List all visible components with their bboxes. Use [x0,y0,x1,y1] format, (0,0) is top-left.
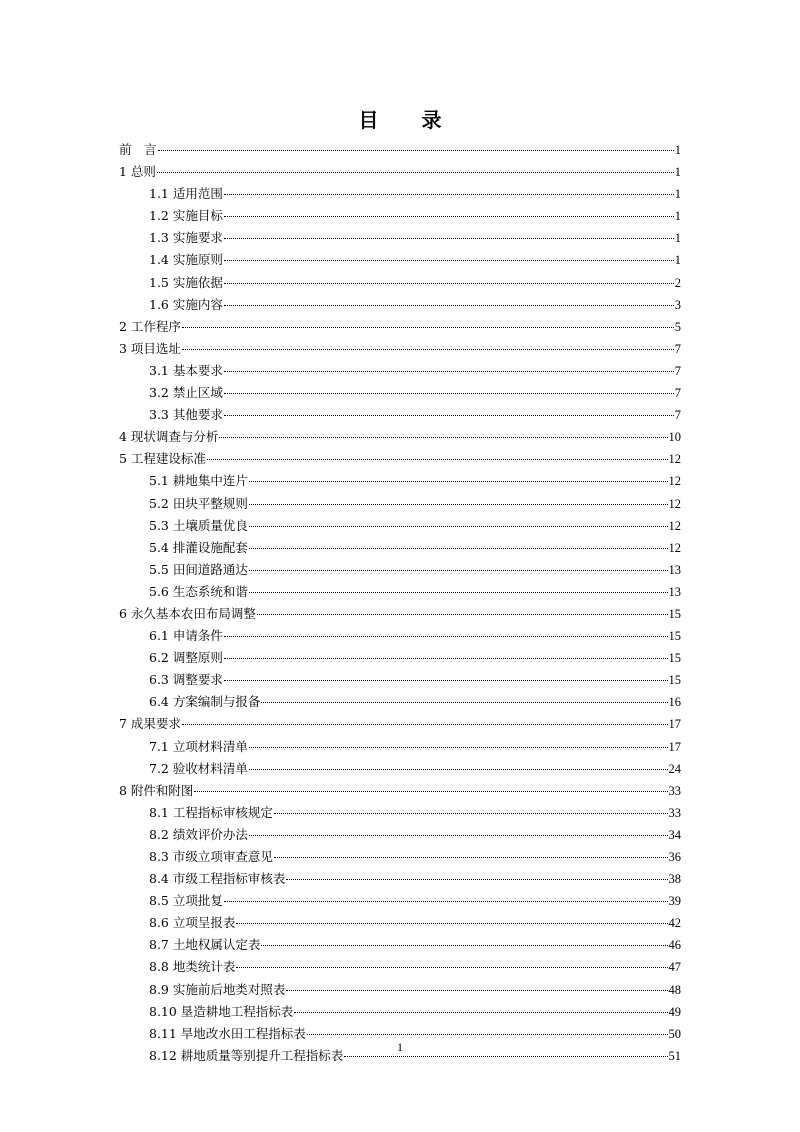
toc-entry-label: 8.12 耕地质量等别提升工程指标表 [149,1047,344,1063]
toc-entry[interactable] [119,891,681,913]
page-number: 1 [397,1040,403,1054]
toc-entry[interactable] [119,427,681,449]
toc-entry-label: 6.4 方案编制与报备 [149,694,261,710]
toc-dot-leader [257,614,668,615]
toc-entry[interactable] [119,1002,681,1024]
toc-dot-leader [249,570,668,571]
toc-entry-page: 13 [668,562,681,577]
toc-entry[interactable] [119,626,681,648]
toc-entry-label: 1.4 实施原则 [149,252,223,268]
toc-dot-leader [236,923,667,924]
toc-entry-page: 51 [668,1048,681,1063]
toc-entry[interactable] [119,339,681,361]
toc-entry-page: 5 [674,319,681,334]
toc-dot-leader [286,879,667,880]
toc-entry-page: 1 [674,165,681,180]
toc-entry[interactable] [119,538,681,560]
toc-entry[interactable] [119,582,681,604]
toc-entry[interactable] [119,449,681,471]
toc-entry-page: 7 [674,341,681,356]
toc-dot-leader [307,1034,668,1035]
toc-entry[interactable] [119,935,681,957]
toc-entry-page: 39 [668,894,681,909]
toc-entry-label: 1.2 实施目标 [149,208,223,224]
toc-entry-label: 7.1 立项材料清单 [149,738,248,754]
toc-entry-label: 6.1 申请条件 [149,628,223,644]
toc-entry-label: 4 现状调查与分析 [119,429,219,445]
toc-dot-leader [236,967,667,968]
toc-dot-leader [274,813,668,814]
toc-entry-page: 36 [668,850,681,864]
toc-entry[interactable] [119,273,681,295]
toc-entry-page: 24 [668,761,681,776]
table-of-contents [119,140,681,1068]
toc-entry-label: 1.5 实施依据 [149,274,223,290]
toc-entry[interactable] [119,847,681,869]
toc-entry-page: 7 [674,386,681,401]
toc-dot-leader [249,835,668,836]
toc-entry-label: 5.5 田间道路通达 [149,561,248,577]
toc-entry-page: 1 [674,253,681,268]
toc-entry-page: 48 [668,982,681,997]
toc-entry-label: 2 工作程序 [119,318,181,334]
toc-entry-label: 8.5 立项批复 [149,893,223,909]
toc-entry-page: 50 [668,1026,681,1041]
toc-entry-label: 5.4 排灌设施配套 [149,539,248,555]
toc-entry[interactable] [119,692,681,714]
toc-dot-leader [249,747,668,748]
toc-entry-label: 8.6 立项呈报表 [149,915,236,931]
toc-entry-label: 8.11 旱地改水田工程指标表 [149,1025,306,1041]
toc-dot-leader [182,349,674,350]
toc-dot-leader [286,990,667,991]
page-title: 目 录 [358,108,460,132]
toc-entry-label: 8.3 市级立项审查意见 [149,849,273,864]
toc-entry[interactable] [119,980,681,1002]
toc-entry-page: 15 [668,673,681,688]
toc-entry-page: 15 [668,629,681,644]
toc-dot-leader [224,216,674,217]
toc-entry-page: 12 [668,474,681,489]
toc-entry-label: 8.1 工程指标审核规定 [149,804,273,820]
toc-entry-page: 15 [668,606,681,621]
toc-entry[interactable] [119,162,681,184]
toc-dot-leader [224,901,668,902]
toc-entry[interactable] [119,361,681,383]
toc-entry[interactable] [119,471,681,493]
toc-dot-leader [224,194,674,195]
toc-entry-page: 42 [668,916,681,931]
toc-entry-page: 12 [668,452,681,467]
toc-dot-leader [224,680,668,681]
toc-entry-label: 8.9 实施前后地类对照表 [149,981,286,997]
toc-entry-label: 前 言 [119,142,157,157]
toc-dot-leader [249,526,668,527]
toc-dot-leader [249,548,668,549]
toc-entry-page: 46 [668,938,681,953]
toc-entry-label: 6.3 调整要求 [149,672,223,688]
toc-entry-label: 5.6 生态系统和谐 [149,583,248,599]
toc-entry[interactable] [119,317,681,339]
toc-entry-page: 17 [668,739,681,754]
toc-entry-page: 34 [668,827,681,842]
toc-dot-leader [224,283,674,284]
toc-dot-leader [294,1012,667,1013]
toc-dot-leader [249,769,668,770]
toc-entry[interactable] [119,648,681,670]
toc-entry[interactable] [119,494,681,516]
toc-dot-leader [261,945,667,946]
toc-entry-page: 1 [674,209,681,224]
toc-entry-label: 3.1 基本要求 [149,362,223,378]
toc-entry-page: 7 [674,363,681,378]
toc-entry[interactable] [119,737,681,759]
toc-entry[interactable] [119,957,681,979]
toc-entry-label: 3.2 禁止区域 [149,385,223,401]
toc-dot-leader [224,238,674,239]
toc-entry[interactable] [119,405,681,427]
toc-entry[interactable] [119,560,681,582]
toc-entry-label: 7 成果要求 [119,716,181,732]
toc-entry[interactable] [119,516,681,538]
toc-entry[interactable] [119,140,681,162]
toc-entry-label: 3 项目选址 [119,340,181,356]
toc-entry[interactable] [119,250,681,272]
toc-entry-page: 47 [668,960,681,975]
toc-entry-label: 6 永久基本农田布局调整 [119,605,256,621]
toc-entry-page: 12 [668,540,681,555]
toc-dot-leader [249,504,668,505]
toc-entry-label: 3.3 其他要求 [149,407,223,423]
toc-entry-page: 15 [668,651,681,666]
toc-entry-page: 12 [668,518,681,533]
toc-entry-label: 5 工程建设标准 [119,451,206,467]
toc-entry-label: 8.10 垦造耕地工程指标表 [149,1003,294,1019]
toc-entry-page: 2 [674,275,681,290]
toc-entry-page: 17 [668,717,681,732]
toc-dot-leader [224,305,674,306]
toc-dot-leader [158,150,674,151]
toc-entry-label: 7.2 验收材料清单 [149,760,248,776]
toc-entry[interactable] [119,228,681,250]
toc-dot-leader [157,172,674,173]
toc-entry-label: 1.6 实施内容 [149,296,223,312]
toc-dot-leader [224,371,674,372]
toc-entry-label: 1.3 实施要求 [149,230,223,246]
toc-dot-leader [249,592,668,593]
toc-dot-leader [207,459,668,460]
toc-entry[interactable] [119,383,681,405]
toc-dot-leader [182,724,668,725]
toc-entry-label: 8.4 市级工程指标审核表 [149,871,286,887]
toc-entry-page: 10 [668,430,681,445]
toc-entry[interactable] [119,714,681,736]
toc-entry-page: 1 [674,187,681,202]
toc-entry-label: 1 总则 [119,164,156,180]
toc-entry-page: 1 [674,231,681,246]
toc-entry[interactable] [119,869,681,891]
toc-entry[interactable] [119,825,681,847]
toc-entry[interactable] [119,913,681,935]
toc-dot-leader [182,327,674,328]
toc-dot-leader [261,702,667,703]
toc-entry[interactable] [119,759,681,781]
toc-dot-leader [344,1056,667,1057]
toc-entry-label: 8 附件和附图 [119,782,194,798]
toc-entry-label: 5.1 耕地集中连片 [149,473,248,489]
toc-entry[interactable] [119,206,681,228]
toc-entry[interactable] [119,803,681,825]
toc-entry[interactable] [119,184,681,206]
toc-dot-leader [224,260,674,261]
toc-dot-leader [224,393,674,394]
toc-entry-label: 8.7 土地权属认定表 [149,937,261,953]
toc-entry-page: 13 [668,584,681,599]
toc-dot-leader [224,636,668,637]
toc-entry-page: 38 [668,872,681,887]
toc-dot-leader [224,415,674,416]
toc-entry-page: 16 [668,695,681,710]
toc-entry-label: 5.2 田块平整规则 [149,495,248,511]
toc-entry-label: 8.2 绩效评价办法 [149,826,248,842]
toc-entry-page: 3 [674,297,681,312]
toc-entry-label: 6.2 调整原则 [149,650,223,666]
toc-entry[interactable] [119,670,681,692]
toc-entry-label: 5.3 土壤质量优良 [149,517,248,533]
toc-dot-leader [194,791,667,792]
toc-entry-page: 49 [668,1004,681,1019]
toc-entry-page: 1 [674,143,681,157]
toc-entry-page: 12 [668,496,681,511]
toc-entry-page: 33 [668,783,681,798]
toc-dot-leader [224,658,668,659]
toc-entry-page: 33 [668,805,681,820]
toc-dot-leader [274,857,668,858]
toc-dot-leader [219,437,667,438]
toc-entry-label: 8.8 地类统计表 [149,959,236,975]
toc-dot-leader [249,481,668,482]
toc-entry[interactable] [119,604,681,626]
toc-entry[interactable] [119,295,681,317]
toc-entry[interactable] [119,781,681,803]
toc-entry-page: 7 [674,408,681,423]
toc-entry-label: 1.1 适用范围 [149,186,223,202]
